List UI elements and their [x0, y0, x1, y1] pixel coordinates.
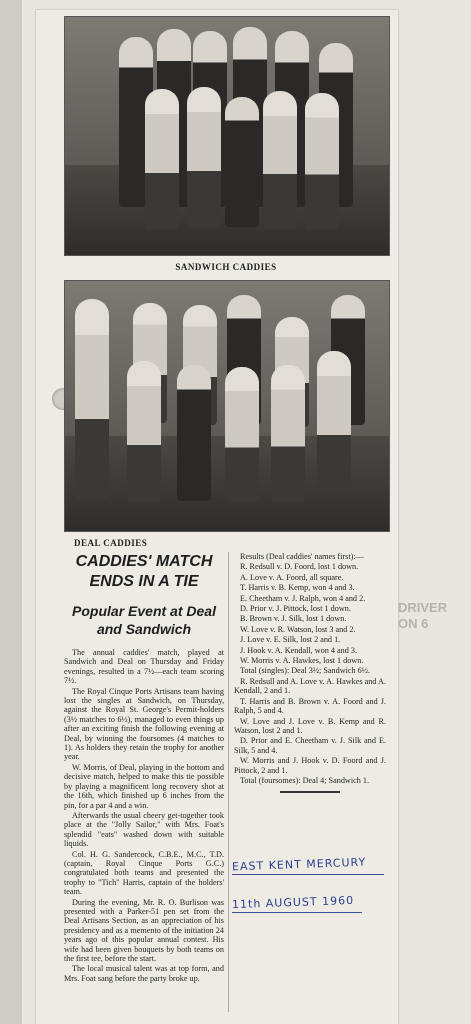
handwritten-underline	[232, 874, 384, 875]
results-column	[234, 552, 386, 793]
results-line: W. Morris and J. Hook v. D. Foord and J. Pittock, 2 and 1.	[234, 756, 386, 775]
results-line: A. Love v. A. Foord, all square.	[240, 572, 344, 582]
paragraph: W. Morris, of Deal, playing in the bottom and decisive match, helped to make this tie possible by playing a magnificent long recovery shot at the 16th, which finished up 6 inches from the pin, for a par 4 and a win.	[64, 762, 224, 810]
caption-sandwich: SANDWICH CADDIES	[175, 262, 277, 272]
ghost-text-line: DRIVER	[398, 600, 448, 615]
paragraph: Col. H. G. Sandercock, C.B.E., M.C., T.D. (captain, Royal Cinque Ports G.C.) congratulated both teams and presented the trophy to "Tich" Harris, captain of the holders' team.	[64, 849, 224, 897]
paragraph: The local musical talent was at top form, and Mrs. Foat sang before the party broke up.	[64, 964, 224, 983]
handwritten-date: 11th AUGUST 1960	[231, 893, 355, 912]
results-line: R. Redsull v. D. Foord, lost 1 down.	[240, 562, 359, 572]
ghost-text-line: ON 6	[398, 616, 429, 631]
results-line: E. Cheetham v. J. Ralph, won 4 and 2.	[240, 593, 366, 603]
handwritten-paper-name: EAST KENT MERCURY	[231, 855, 367, 874]
results-line: J. Hook v. A. Kendall, won 4 and 3.	[240, 645, 358, 655]
results-line: B. Brown v. J. Silk, lost 1 down.	[240, 614, 347, 624]
paragraph: The Royal Cinque Ports Artisans team having lost the singles at Sandwich, on Thursday, against the Royal St. George's Permit-holders (3½ matches to 6½), managed to even things up after an exciting finish the following evening at Deal, by winning the foursomes (4 matches to 1). As holders they retain the trophy for another year.	[64, 686, 224, 762]
article-body	[64, 648, 224, 983]
paragraph: During the evening, Mr. R. O. Burlison was presented with a Parker-51 pen set from the Deal Artisans Section, as an appreciation of his presidency and as a memento of the initiation 24 years ago of this popular annual contest. His wife had been given bouquets by both teams on the first tee, before the start.	[64, 897, 224, 963]
paragraph: Afterwards the usual cheery get-together took place at the "Jolly Sailor," with Mrs. Foat's splendid "eats" washed down with suitable liquids.	[64, 810, 224, 849]
photo-sandwich-caddies	[64, 16, 390, 256]
handwritten-underline	[232, 912, 362, 913]
caption-deal: DEAL CADDIES	[74, 538, 148, 548]
article-column-1	[64, 552, 224, 984]
results-line: W. Love and J. Love v. B. Kemp and R. Watson, lost 2 and 1.	[234, 716, 386, 735]
results-line: D. Prior and E. Cheetham v. J. Silk and E. Silk, 5 and 4.	[234, 736, 386, 755]
results-line: D. Prior v. J. Pittock, lost 1 down.	[240, 604, 351, 614]
results-line: R. Redsull and A. Love v. A. Hawkes and A. Kendall, 2 and 1.	[234, 676, 386, 696]
column-divider	[228, 552, 229, 1012]
photo-deal-caddies	[64, 280, 390, 532]
end-rule	[280, 791, 340, 793]
results-line: T. Harris and B. Brown v. A. Foord and J. Ralph, 5 and 4.	[234, 696, 386, 716]
results-line: J. Love v. E. Silk, lost 2 and 1.	[240, 635, 341, 645]
results-line: Total (foursomes): Deal 4; Sandwich 1.	[240, 775, 370, 785]
results-line: T. Harris v. B. Kemp, won 4 and 3.	[240, 583, 355, 593]
headline: CADDIES' MATCH ENDS IN A TIE	[75, 553, 213, 590]
subheadline: Popular Event at Deal and Sandwich	[72, 603, 216, 637]
results-line: W. Love v. R. Watson, lost 3 and 2.	[240, 624, 356, 634]
results-line: Total (singles): Deal 3½; Sandwich 6½.	[240, 666, 370, 676]
results-line: W. Morris v. A. Hawkes, lost 1 down.	[240, 656, 364, 666]
paragraph: The annual caddies' match, played at Sandwich and Deal on Thursday and Friday evenings, resulted in a 7½—each team scoring 7½.	[64, 648, 224, 686]
results-line: Results (Deal caddies' names first):—	[240, 552, 364, 561]
ghost-text	[398, 600, 468, 632]
